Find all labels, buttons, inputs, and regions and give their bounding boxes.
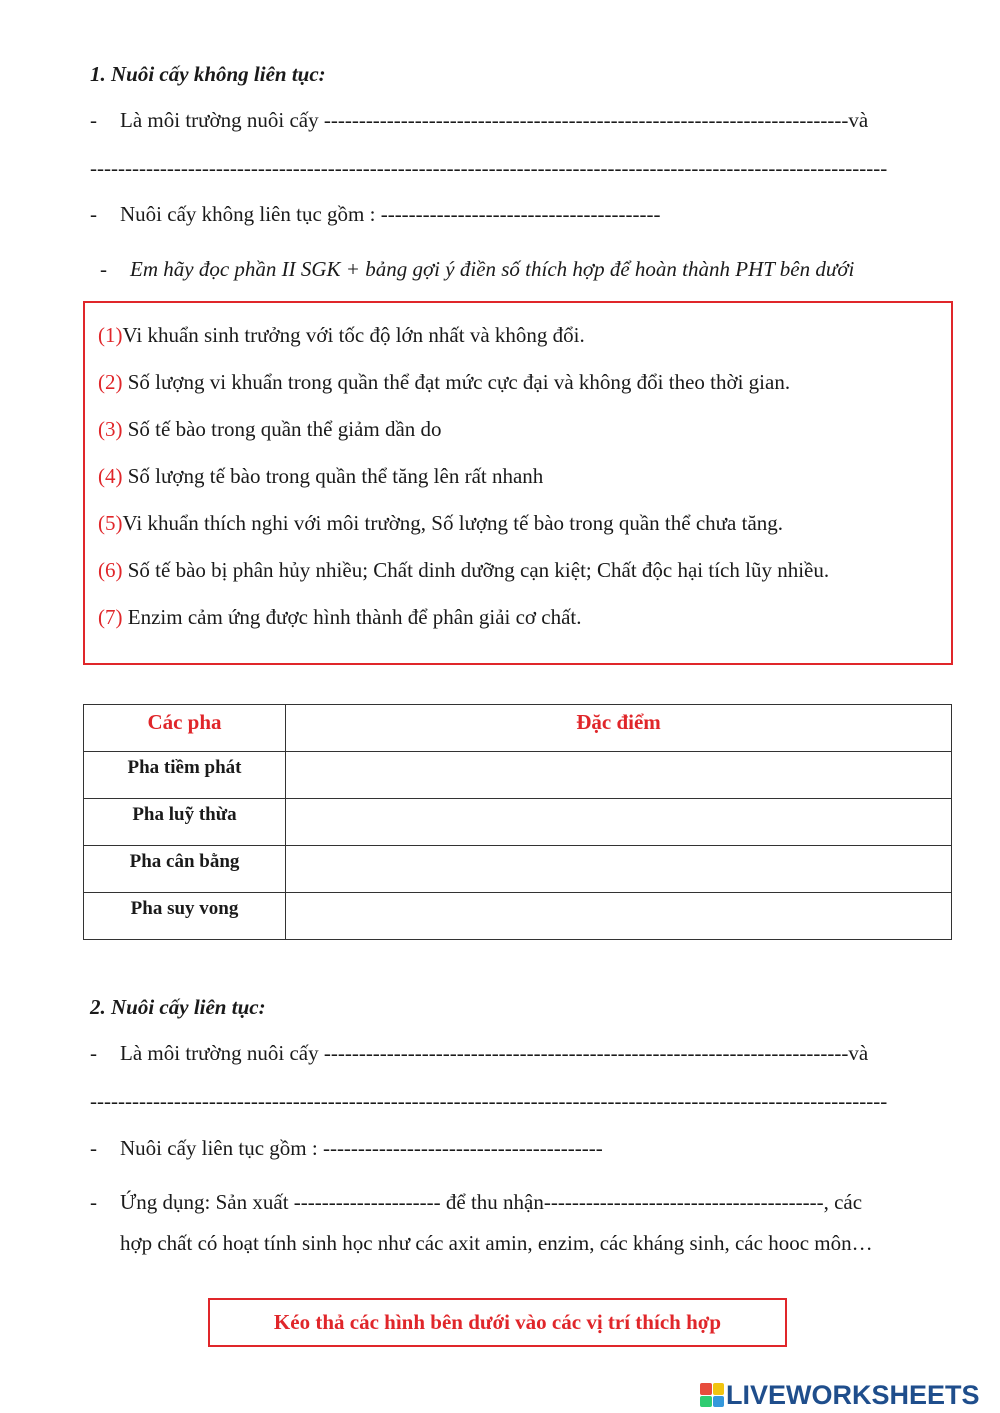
bullet: - xyxy=(90,1190,97,1214)
logo-icon xyxy=(700,1383,724,1407)
phase-label: Pha suy vong xyxy=(84,893,286,940)
instruction-text: Em hãy đọc phần II SGK + bảng gợi ý điền số thích hợp để hoàn thành PHT bên dưới xyxy=(130,257,855,281)
bullet: - xyxy=(100,257,107,281)
section2-line4-text: Ứng dụng: Sản xuất --------------------- để thu nhận----------------------------------------, các xyxy=(120,1190,863,1214)
section2-line3 xyxy=(90,1136,603,1161)
section1-dash-line: ------------------------------------------------------------------------------------------------------------------ xyxy=(90,156,888,180)
answer-cell[interactable] xyxy=(286,846,952,893)
section2-heading: 2. Nuôi cấy liên tục: xyxy=(90,995,266,1019)
section2-line1 xyxy=(90,1041,950,1066)
section2-line1-text: Là môi trường nuôi cấy ---------------------------------------------------------------------------và xyxy=(120,1041,869,1065)
bullet: - xyxy=(90,108,97,132)
table-row xyxy=(84,846,952,893)
bullet: - xyxy=(90,1136,97,1160)
section1-line3-text: Nuôi cấy không liên tục gồm : ---------------------------------------- xyxy=(120,202,661,226)
col-header-characteristics: Đặc điểm xyxy=(286,705,952,752)
table-row xyxy=(84,893,952,940)
option-item[interactable]: (1)Vi khuẩn sinh trưởng với tốc độ lớn nhất và không đổi. xyxy=(98,323,585,347)
option-item[interactable]: (2) Số lượng vi khuẩn trong quần thể đạt mức cực đại và không đổi theo thời gian. xyxy=(98,370,791,394)
section2-dash-line: ------------------------------------------------------------------------------------------------------------------ xyxy=(90,1089,888,1113)
logo-text: LIVEWORKSHEETS xyxy=(726,1379,980,1410)
col-header-phases: Các pha xyxy=(84,705,286,752)
table-row xyxy=(84,752,952,799)
answer-cell[interactable] xyxy=(286,799,952,846)
bullet: - xyxy=(90,202,97,226)
bullet: - xyxy=(90,1041,97,1065)
section2-line3-text: Nuôi cấy liên tục gồm : ---------------------------------------- xyxy=(120,1136,603,1160)
phase-table xyxy=(83,704,952,940)
options-box xyxy=(83,301,953,665)
phase-label: Pha tiềm phát xyxy=(84,752,286,799)
phase-label: Pha luỹ thừa xyxy=(84,799,286,846)
liveworksheets-logo xyxy=(700,1380,980,1410)
instruction xyxy=(100,257,854,282)
section1-line1-text: Là môi trường nuôi cấy ---------------------------------------------------------------------------và xyxy=(120,108,869,132)
section2-line4 xyxy=(90,1190,952,1215)
section1-line3 xyxy=(90,202,660,227)
section1-line1 xyxy=(90,108,950,133)
answer-cell[interactable] xyxy=(286,752,952,799)
option-item[interactable]: (7) Enzim cảm ứng được hình thành để phân giải cơ chất. xyxy=(98,605,582,629)
drag-instruction-box: Kéo thả các hình bên dưới vào các vị trí thích hợp xyxy=(208,1298,787,1347)
phase-label: Pha cân bằng xyxy=(84,846,286,893)
option-item[interactable]: (6) Số tế bào bị phân hủy nhiều; Chất dinh dưỡng cạn kiệt; Chất độc hại tích lũy nhiều. xyxy=(98,558,830,582)
option-item[interactable]: (3) Số tế bào trong quần thể giảm dần do xyxy=(98,417,442,441)
option-item[interactable]: (4) Số lượng tế bào trong quần thể tăng lên rất nhanh xyxy=(98,464,544,488)
section2-line5: hợp chất có hoạt tính sinh học như các axit amin, enzim, các kháng sinh, các hooc môn… xyxy=(120,1231,873,1255)
answer-cell[interactable] xyxy=(286,893,952,940)
section1-heading: 1. Nuôi cấy không liên tục: xyxy=(90,62,326,86)
option-item[interactable]: (5)Vi khuẩn thích nghi với môi trường, Số lượng tế bào trong quần thể chưa tăng. xyxy=(98,511,784,535)
table-row xyxy=(84,799,952,846)
